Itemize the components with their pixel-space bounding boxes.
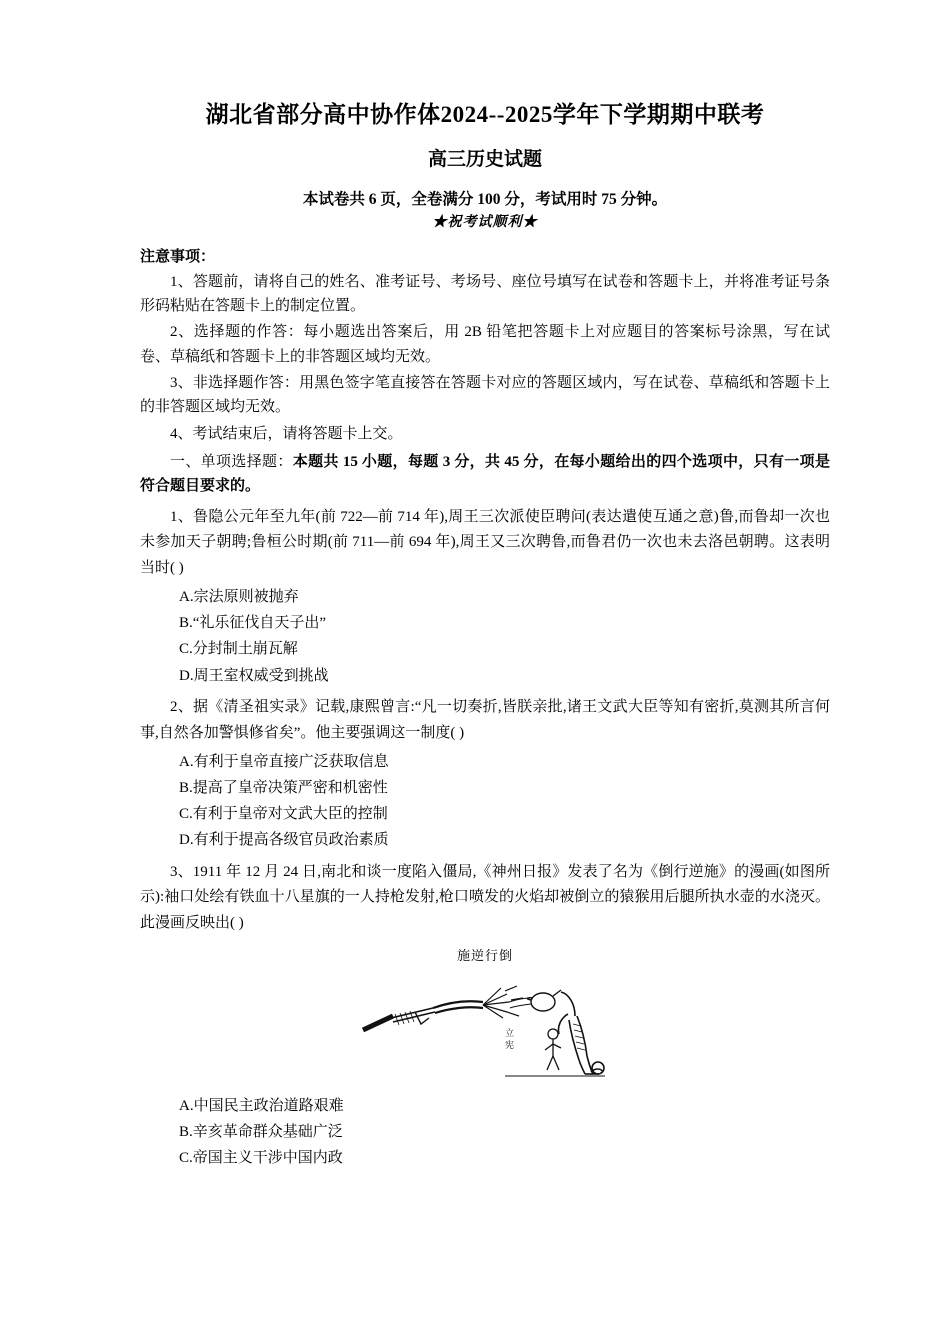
question-3-option-a: A.中国民主政治道路艰难 (179, 1097, 344, 1114)
question-3-option-c: C.帝国主义干涉中国内政 (179, 1150, 343, 1167)
section-one-text: 本题共 15 小题，每题 3 分，共 45 分，在每小题给出的四个选项中，只有一项是符合题目要求的。 (140, 453, 830, 495)
question-1-option-b: B.“礼乐征伐自天子出” (179, 615, 327, 632)
good-luck-line: ★祝考试顺利★ (432, 214, 538, 230)
notice-item-1: 1、答题前，请将自己的姓名、准考证号、考场号、座位号填写在试卷和答题卡上，并将准考证号条形码粘贴在答题卡上的制定位置。 (140, 273, 830, 315)
svg-text:宪: 宪 (505, 1039, 515, 1050)
figure-caption: 施逆行倒 (456, 947, 513, 963)
question-2-stem: 2、据《清圣祖实录》记载,康熙曾言:“凡一切奏折,皆朕亲批,诸王文武大臣等知有密折,莫测其所言何事,自然各加警惧修省矣”。他主要强调这一制度( ) (140, 698, 830, 741)
question-3-stem: 3、1911 年 12 月 24 日,南北和谈一度陷入僵局,《神州日报》发表了名为《倒行逆施》的漫画(如图所示):袖口处绘有铁血十八星旗的一人持枪发射,枪口喷发的火焰却被倒立的猿猴用后腿所执水壶的水浇灭。此漫画反映出( ) (140, 863, 830, 932)
notice-item-3: 3、非选择题作答：用黑色签字笔直接答在答题卡对应的答题区域内，写在试卷、草稿纸和答题卡上的非答题区域均无效。 (140, 375, 830, 416)
figure-alt-text (615, 964, 616, 965)
notice-heading: 注意事项： (140, 248, 216, 265)
section-one-label: 一、单项选择题： (170, 453, 293, 470)
question-1-option-a: A.宗法原则被抛弃 (179, 588, 299, 605)
question-3-option-b: B.辛亥革命群众基础广泛 (179, 1124, 343, 1141)
question-1-option-c: C.分封制土崩瓦解 (179, 641, 298, 658)
cartoon-illustration (355, 945, 615, 1087)
svg-text:立: 立 (505, 1027, 515, 1038)
page-title: 湖北省部分高中协作体2024--2025学年下学期期中联考 (205, 102, 765, 127)
section-one-heading (140, 450, 830, 499)
notice-item-4: 4、考试结束后，请将答题卡上交。 (170, 425, 403, 442)
exam-info-line: 本试卷共 6 页，全卷满分 100 分，考试用时 75 分钟。 (302, 190, 668, 208)
question-1-option-d: D.周王室权威受到挑战 (179, 667, 329, 684)
notice-item-2: 2、选择题的作答：每小题选出答案后，用 2B 铅笔把答题卡上对应题目的答案标号涂黑，写在试卷、草稿纸和答题卡上的非答题区域均无效。 (140, 324, 830, 365)
question-1-stem: 1、鲁隐公元年至九年(前 722—前 714 年),周王三次派使臣聘问(表达遣使互通之意)鲁,而鲁却一次也未参加天子朝聘;鲁桓公时期(前 711—前 694 年),周王又三次聘鲁,而鲁君仍一次也未去洛邑朝聘。这表明当时( ) (140, 508, 830, 577)
question-2-option-d: D.有利于提高各级官员政治素质 (179, 832, 389, 849)
question-3-figure (140, 945, 830, 1087)
question-2-option-c: C.有利于皇帝对文武大臣的控制 (179, 806, 388, 823)
question-2-option-a: A.有利于皇帝直接广泛获取信息 (179, 753, 389, 770)
cartoon-svg (355, 964, 615, 1082)
question-2-option-b: B.提高了皇帝决策严密和机密性 (179, 779, 388, 796)
page-subtitle: 高三历史试题 (427, 148, 542, 170)
